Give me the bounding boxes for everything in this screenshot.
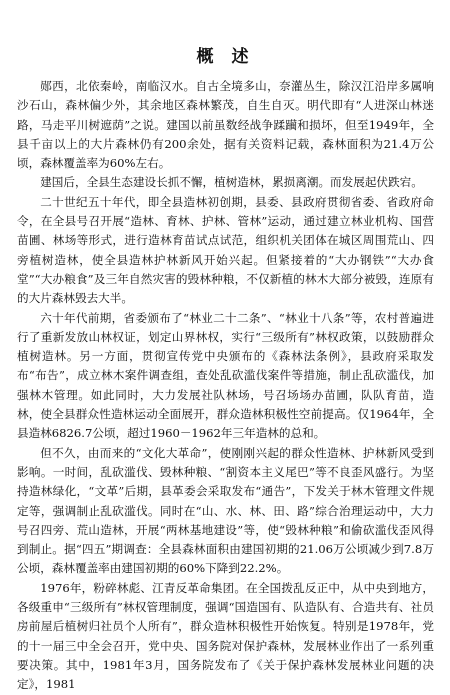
paragraph-cultural-revolution: 但不久，由而来的“文化大革命”，使刚刚兴起的群众性造林、护林新风受到影响。一时间，乱砍滥伐、毁林种粮、“割资本主义尾巴”等不良歪风盛行。为坚持造林绿化，“文革”后期，县革委会采取发布“通告”，下发关于林木管理文件规定等，强调制止乱砍滥伐。同时在“山、水、林、田、路”综合治理运动中，大力号召四旁、荒山造林，开展“两林基地建设”等，使“毁林种粮”和偷砍滥伐歪风得到制止。据“四五”期调查：全县森林面积由建国初期的21.06万公顷减少到7.8万公顷，森林覆盖率由建国初期的60%下降到22.2%。: [17, 445, 434, 576]
paragraph-post-liberation: 建国后，全县生态建设长抓不懈，植树造林，累损离潮。而发展起伏跌宕。: [40, 175, 423, 190]
paragraph-intro: 郧西，北依秦岭，南临汉水。自古全境多山，奈灌丛生，除汉江沿岸多属响沙石山，森林偏少外，其余地区森林繁茂，自生自灭。明代即有“人进深山林迷路，马走平川树遮荫”之说。建国以前虽数经战争蹂躏和损坏，但至1949年，全县千亩以上的大片森林仍有200余处，据有关资料记载，森林面积为21.4万公顷，森林覆盖率为60%左右。: [17, 79, 434, 171]
page-title: 概 述: [196, 47, 255, 67]
paragraph-1960s: 六十年代前期，省委颁布了“林业二十二条”、“林业十八条”等，农村普遍进行了重新发放山林权证，划定山界林权，实行“三级所有”林权政策，以鼓励群众植树造林。另一方面，贯彻宣传党中央颁布的《森林法条例》，县政府采取发布“布告”，成立林木案件调查组，查处乱砍滥伐案件等措施，制止乱砍滥伐，加强林木管理。如此同时，大力发展社队林场，号召场场办苗圃，队队育苗，造林，使全县群众性造林运动全面展开，群众造林积极性空前提高。仅1964年，全县造林6826.7公顷，超过1960－1962年三年造林的总和。: [17, 310, 434, 441]
paragraph-1976: 1976年，粉碎林彪、江青反革命集团。在全国拨乱反正中，从中央到地方，各级重申“三级所有”林权管理制度，强调“国造国有、队造队有、合造共有、社员房前屋后植树归社员个人所有”，群众造林积极性开始恢复。特别是1978年，党的十一届三中全会召开，党中央、国务院对保护森林，发展林业作出了一系列重要决策。其中，1981年3月，国务院发布了《关于保护森林发展林业问题的决定》，1981: [17, 580, 434, 692]
paragraph-1950s: 二十世纪五十年代，即全县造林初创期，县委、县政府贯彻省委、省政府命令，在全县号召开展“造林、育林、护林、管林”运动，通过建立林业机构、国营苗圃、林场等形式，进行造林育苗试点试范，组织机关团体在城区周围荒山、四旁植树造林，使全县造林护林新风开始兴起。但紧接着的“大办钢铁”“大办食堂”“大办粮食”及三年自然灾害的毁林种粮，不仅新植的林木大部分被毁，连原有的大片森林毁去大半。: [17, 194, 434, 306]
